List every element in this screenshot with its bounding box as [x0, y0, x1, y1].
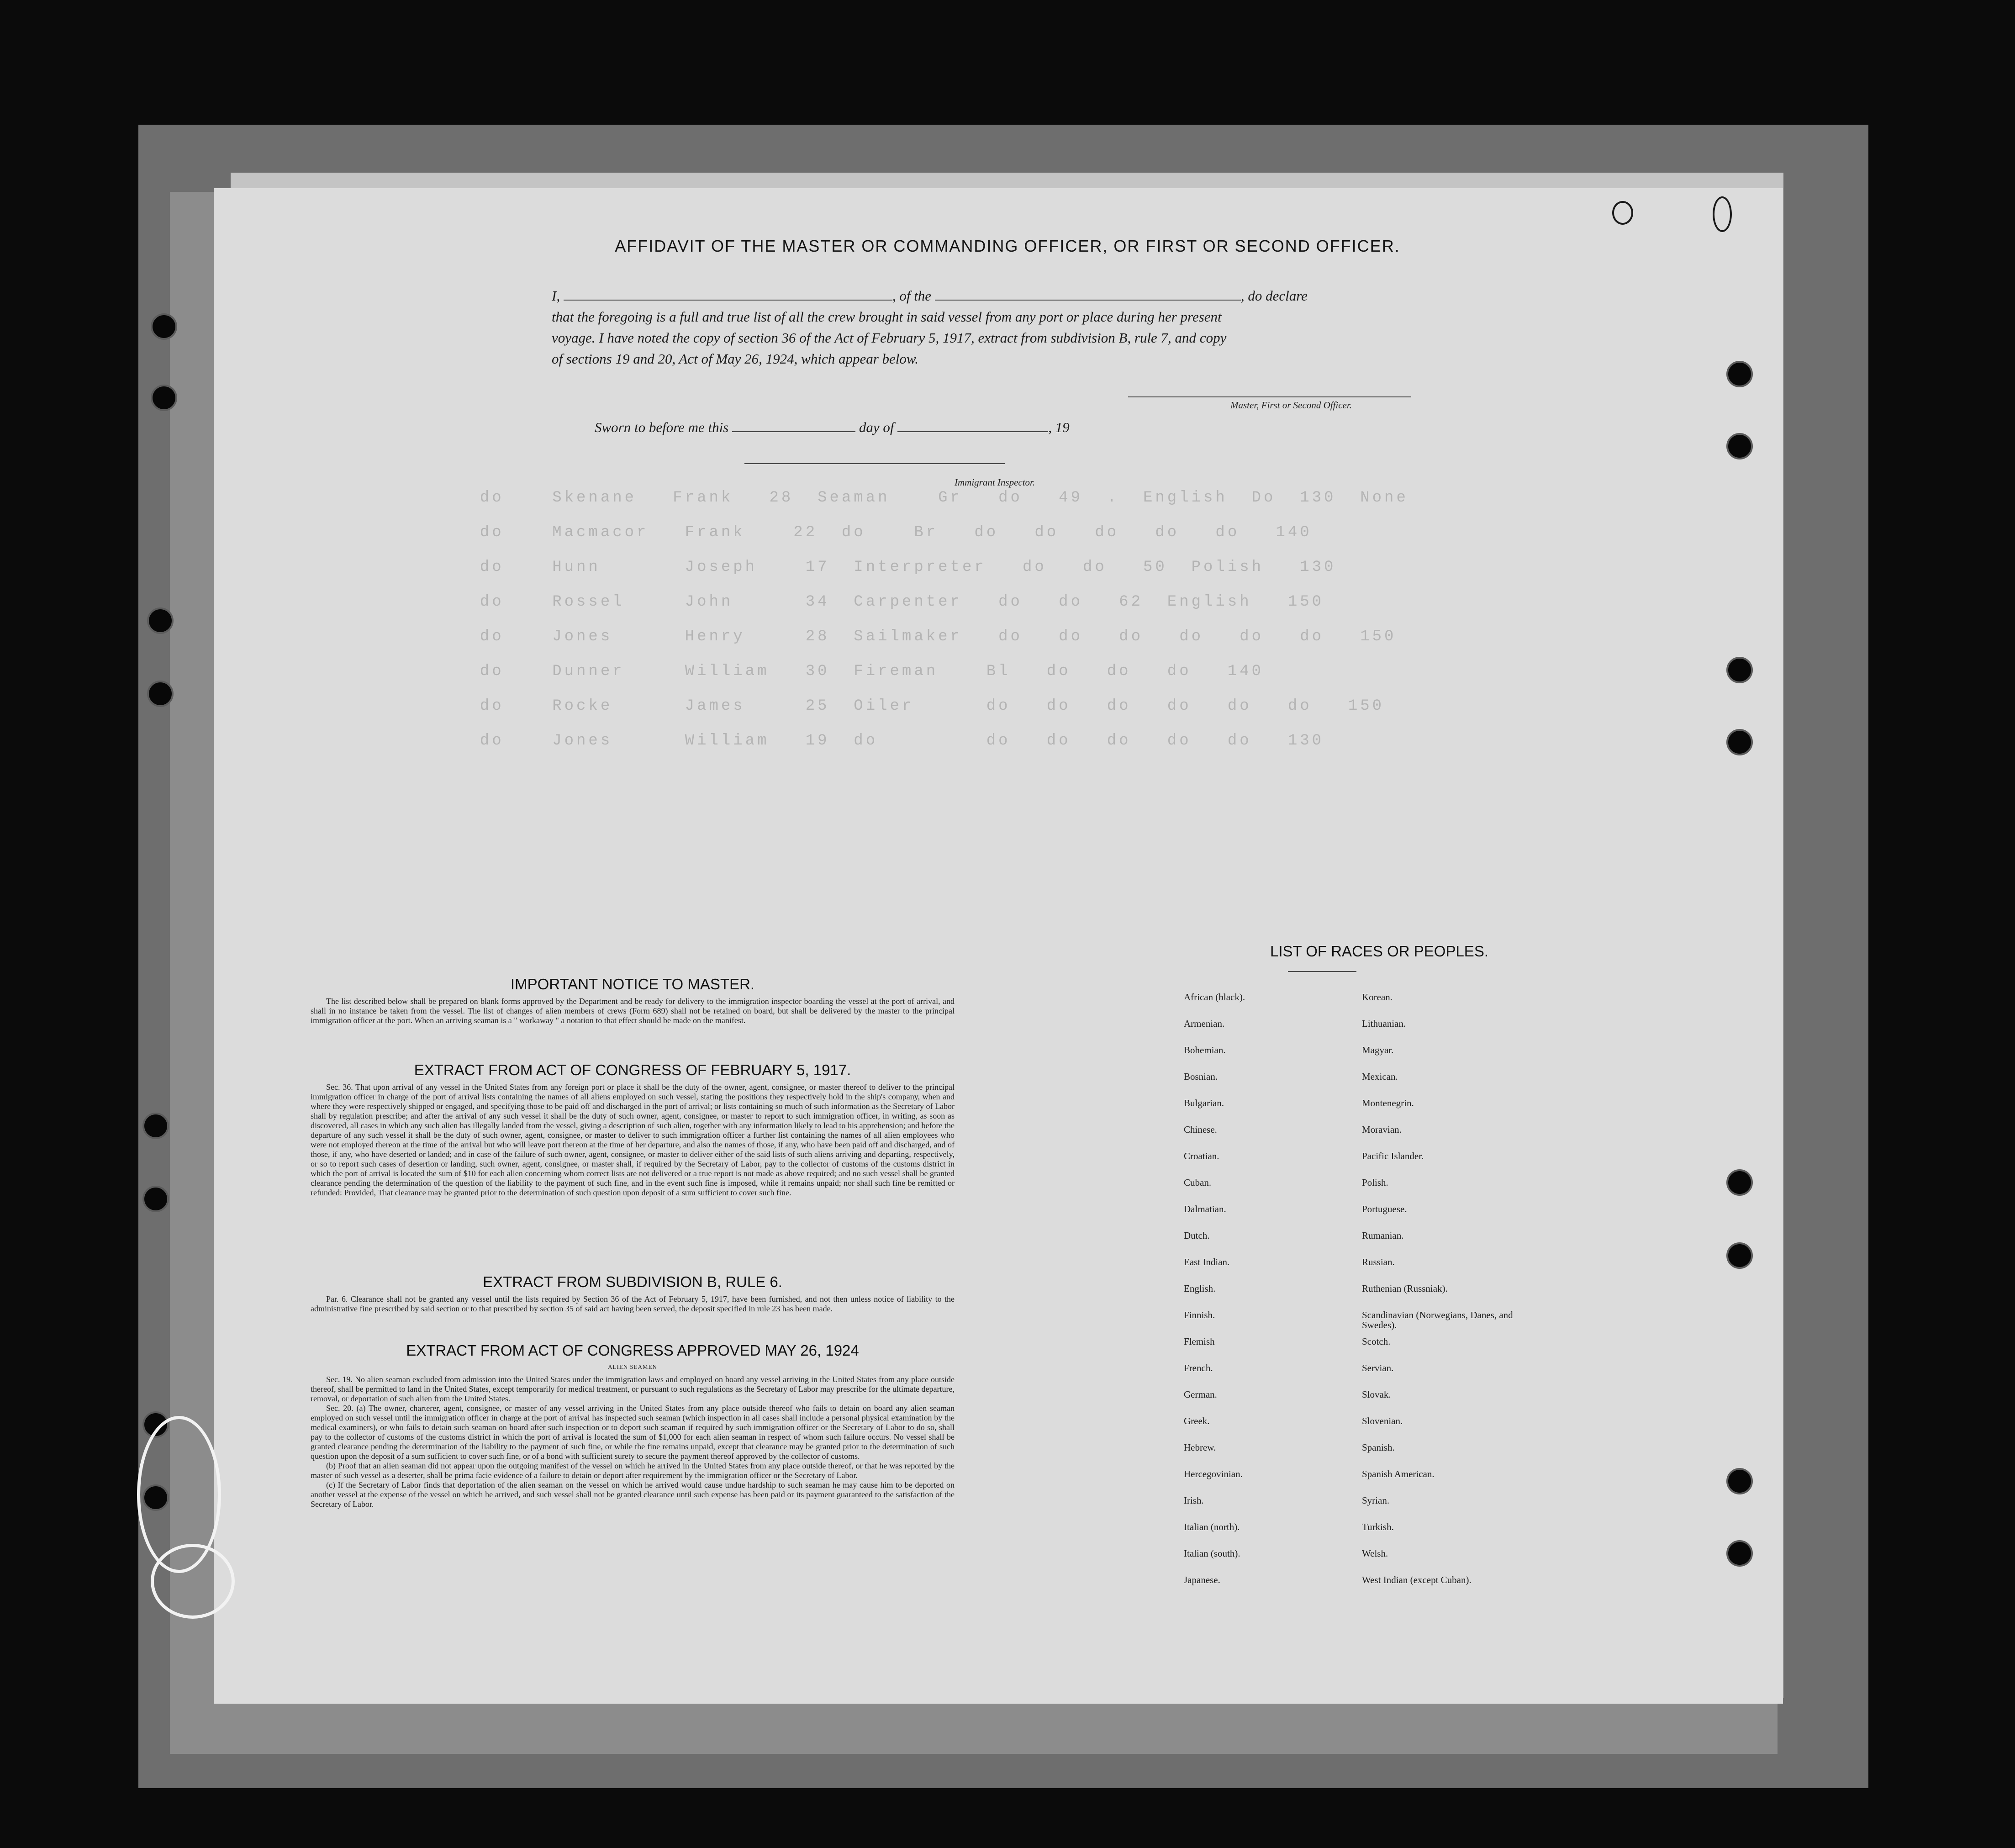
race-entry-right: Polish.: [1362, 1177, 1388, 1188]
binder-hole: [1726, 1242, 1753, 1269]
binder-hole: [151, 313, 177, 340]
race-entry-right: West Indian (except Cuban).: [1362, 1574, 1472, 1585]
inspector-signature-line[interactable]: [744, 463, 1005, 464]
race-entry-right: Syrian.: [1362, 1495, 1390, 1506]
notice-paragraph: The list described below shall be prepared on blank forms approved by the Department and be ready for delivery to the immigration inspector boarding the vessel at the port of arrival, and shall in no instance be taken from the vessel. The list of changes of alien members of crews (Form 689) shall not be retained on board, but shall be delivered by the master to the principal immigration officer at the port. When an arriving seaman is a " workaway " a notation to that effect should be made on the manifest.: [311, 997, 955, 1025]
extract-1917-heading: EXTRACT FROM ACT OF CONGRESS OF FEBRUARY 5, 1917.: [414, 1061, 851, 1078]
race-entry-left: Flemish: [1184, 1336, 1215, 1347]
notice-text: [311, 997, 955, 1025]
race-entry-right: Lithuanian.: [1362, 1018, 1406, 1029]
corner-stamp-mark: [1713, 196, 1732, 232]
race-entry-left: Cuban.: [1184, 1177, 1212, 1188]
race-entry-right: Spanish American.: [1362, 1468, 1435, 1479]
notice-heading: IMPORTANT NOTICE TO MASTER.: [510, 976, 755, 993]
sworn-label: Sworn to before me this: [595, 419, 729, 435]
race-entry-left: Bosnian.: [1184, 1071, 1218, 1082]
race-entry-right: Pacific Islander.: [1362, 1151, 1424, 1162]
declarant-name-field[interactable]: [564, 288, 892, 301]
corner-stamp-mark: [1612, 201, 1633, 225]
extract-rule6-text: [311, 1294, 955, 1314]
binder-hole: [1726, 1540, 1753, 1567]
race-entry-left: Irish.: [1184, 1495, 1204, 1506]
race-entry-right: Portuguese.: [1362, 1204, 1407, 1214]
of-the-label: , of the: [892, 288, 932, 304]
race-entry-left: Bohemian.: [1184, 1045, 1226, 1056]
binder-hole: [151, 385, 177, 411]
reverse-side-bleed-through: do Skenane Frank 28 Seaman Gr do 49 . English Do 130 None do Macmacor Frank 22 do Br do do do do do 140 do Hunn Joseph 17 Interpreter do do 50 Polish 130 do Rossel John 34 Carpenter do do 62 English 150 do Jones Henry 28 Sailmaker do do do do do do 150 do Dunner William 30 Fireman Bl do do do 140 do Rocke James 25 Oiler do do do do do do 150 do Jones William 19 do do do do do do 130: [480, 489, 1408, 750]
inspector-signature-label: Immigrant Inspector.: [955, 477, 1035, 488]
race-entry-left: African (black).: [1184, 992, 1245, 1003]
affidavit-line-3: voyage. I have noted the copy of section 36 of the Act of February 5, 1917, extract from subdivision B, rule 7, and copy: [552, 330, 1227, 346]
section-20c-paragraph: (c) If the Secretary of Labor finds that deportation of the alien seaman on the vessel on which he arrived would cause undue hardship to such seaman he may cause him to be deported on another vessel at the expense of the vessel on which he arrived, and such vessel shall not be granted clearance until such expense has been paid or its payment guaranteed to the satisfaction of the Secretary of Labor.: [311, 1480, 955, 1509]
race-entry-right: Montenegrin.: [1362, 1098, 1414, 1109]
race-entry-left: Dalmatian.: [1184, 1204, 1226, 1214]
race-entry-right: Servian.: [1362, 1362, 1394, 1373]
race-entry-right: Magyar.: [1362, 1045, 1394, 1056]
race-entry-left: Italian (south).: [1184, 1548, 1240, 1559]
do-declare-label: , do declare: [1240, 288, 1308, 304]
extract-1924-subtitle: ALIEN SEAMEN: [608, 1363, 657, 1370]
race-entry-left: Chinese.: [1184, 1124, 1217, 1135]
race-entry-right: Slovak.: [1362, 1389, 1391, 1400]
binder-hole: [1726, 433, 1753, 459]
races-heading: LIST OF RACES OR PEOPLES.: [1270, 943, 1489, 960]
race-entry-right: Slovenian.: [1362, 1415, 1403, 1426]
races-left-column: [1184, 992, 1245, 1601]
race-entry-left: Bulgarian.: [1184, 1098, 1224, 1109]
section-20b-paragraph: (b) Proof that an alien seaman did not appear upon the outgoing manifest of the vessel on which he arrived in the United States from any place outside thereof, or that he was reported by the master of such vessel as a deserter, shall be prima facie evidence of a failure to detain or deport after requirement by the immigration officer or the Secretary of Labor.: [311, 1461, 955, 1480]
race-entry-right: Scandinavian (Norwegians, Danes, and Swedes).: [1362, 1309, 1513, 1331]
paragraph-6: Par. 6. Clearance shall not be granted any vessel until the lists required by Section 36 of the Act of February 5, 1917, have been furnished, and not then unless notice of liability to the administrative fine prescribed by said section or to that prescribed by section 35 of said act having been served, the deposit specified in rule 23 has been made.: [311, 1294, 955, 1313]
race-entry-right: Russian.: [1362, 1257, 1395, 1267]
race-entry-right: Welsh.: [1362, 1548, 1388, 1559]
declarant-label: I,: [552, 288, 560, 304]
affidavit-title: AFFIDAVIT OF THE MASTER OR COMMANDING OFFICER, OR FIRST OR SECOND OFFICER.: [615, 237, 1400, 255]
race-entry-left: French.: [1184, 1362, 1213, 1373]
binder-hole: [1726, 1468, 1753, 1494]
race-entry-right: Spanish.: [1362, 1442, 1395, 1453]
race-entry-left: Hercegovinian.: [1184, 1468, 1243, 1479]
officer-signature-line[interactable]: [1128, 396, 1411, 397]
race-entry-left: Italian (north).: [1184, 1521, 1240, 1532]
race-entry-left: Greek.: [1184, 1415, 1210, 1426]
year-label: , 19: [1048, 419, 1070, 435]
race-entry-left: Dutch.: [1184, 1230, 1210, 1241]
margin-scribble: [151, 1544, 235, 1619]
affidavit-line-4: of sections 19 and 20, Act of May 26, 1924, which appear below.: [552, 351, 919, 367]
binder-hole: [142, 1186, 169, 1212]
sworn-month-field[interactable]: [897, 419, 1048, 432]
races-heading-underline: [1288, 971, 1356, 972]
extract-1917-text: [311, 1082, 955, 1198]
race-entry-left: Armenian.: [1184, 1018, 1225, 1029]
binder-hole: [147, 681, 174, 707]
affidavit-line-2: that the foregoing is a full and true list of all the crew brought in said vessel from any port or place during her present: [552, 309, 1222, 325]
extract-1924-heading: EXTRACT FROM ACT OF CONGRESS APPROVED MAY 26, 1924: [406, 1342, 859, 1359]
race-entry-left: Japanese.: [1184, 1574, 1220, 1585]
races-right-column: [1362, 992, 1517, 1601]
race-entry-right: Moravian.: [1362, 1124, 1402, 1135]
race-entry-right: Turkish.: [1362, 1521, 1394, 1532]
binder-hole: [1726, 361, 1753, 387]
section-36-paragraph: Sec. 36. That upon arrival of any vessel in the United States from any foreign port or place it shall be the duty of the owner, agent, consignee, or master thereof to deliver to the principal immigration officer in charge of the port of arrival lists containing the names of all aliens employed on such vessel, stating the positions they respectively hold in the ship's company, when and where they were respectively shipped or engaged, and specifying those to be paid off and discharged in the port of arrival; or lists containing so much of such information as the Secretary of Labor shall by regulation prescribe; and after the arrival of any such vessel it shall be the duty of such owner, agent, consignee, or master to report to such immigration officer, in writing, as soon as discovered, all cases in which any such alien has illegally landed from the vessel, giving a description of such alien, together with any information likely to lead to his apprehension; and before the departure of any such vessel it shall be the duty of such owner, agent, consignee, or master to deliver to such immigration officer a further list containing the names of all alien employees who were not employed thereon at the time of the arrival but who will leave port thereon at the time of her departure, and also the names of those, if any, who have been paid off and discharged, and of those, if any, who have deserted or landed; and in case of the failure of such owner, agent, consignee, or master to deliver either of the said lists of such aliens arriving and departing, respectively, or so to report such cases of desertion or landing, such owner, agent, consignee, or master shall, if required by the Secretary of Labor, pay to the collector of customs of the customs district in which the port of arrival is located the sum of $10 for each alien concerning whom correct lists are not delivered or a true report is not made as above required; and no such vessel shall be granted clearance pending the determination of the question of the liability to the payment of such fine, and in the event such fine is imposed, while it remains unpaid; nor shall such fine be remitted or refunded: Provided, That clearance may be granted prior to the determination of such question upon deposit of a sum sufficient to cover such fine.: [311, 1082, 955, 1197]
extract-rule6-heading: EXTRACT FROM SUBDIVISION B, RULE 6.: [483, 1273, 782, 1290]
race-entry-left: English.: [1184, 1283, 1216, 1294]
binder-hole: [142, 1113, 169, 1139]
race-entry-right: Ruthenian (Russniak).: [1362, 1283, 1448, 1294]
vessel-name-field[interactable]: [935, 288, 1241, 301]
day-of-label: day of: [859, 419, 894, 435]
race-entry-right: Rumanian.: [1362, 1230, 1404, 1241]
race-entry-left: Croatian.: [1184, 1151, 1219, 1162]
race-entry-right: Mexican.: [1362, 1071, 1398, 1082]
sworn-day-field[interactable]: [732, 419, 855, 432]
affidavit-declaration-line: [552, 288, 1308, 304]
race-entry-left: Finnish.: [1184, 1309, 1215, 1320]
race-entry-right: Scotch.: [1362, 1336, 1391, 1347]
binder-hole: [1726, 657, 1753, 683]
binder-hole: [147, 607, 174, 634]
section-19-paragraph: Sec. 19. No alien seaman excluded from admission into the United States under the immigration laws and employed on board any vessel arriving in the United States from any place outside thereof, shall be permitted to land in the United States, except temporarily for medical treatment, or pursuant to such regulations as the Secretary of Labor may prescribe for the ultimate departure, removal, or deportation of such alien from the United States.: [311, 1375, 955, 1403]
extract-1924-text: [311, 1375, 955, 1509]
sworn-line: [595, 419, 1070, 436]
officer-signature-label: Master, First or Second Officer.: [1230, 400, 1352, 411]
race-entry-left: East Indian.: [1184, 1257, 1230, 1267]
race-entry-left: German.: [1184, 1389, 1217, 1400]
race-entry-right: Korean.: [1362, 992, 1393, 1003]
section-20a-paragraph: Sec. 20. (a) The owner, charterer, agent, consignee, or master of any vessel arriving in the United States from any place outside thereof who fails to detain on board any alien seaman employed on such vessel until the immigration officer in charge at the port of arrival has inspected such seaman (which inspection in all cases shall include a personal physical examination by the medical examiners), or who fails to detain such seaman on board after such inspection or to deport such seaman if required by such immigration officer or the Secretary of Labor to do so, shall pay to the collector of customs of the customs district in which the port of arrival is located the sum of $1,000 for each alien seaman in respect of whom such failure occurs. No vessel shall be granted clearance pending the determination of the liability to the payment of such fine, or while the fine remains unpaid, except that clearance may be granted prior to the determination of such question upon the deposit of a sum sufficient to cover such fine, or of a bond with sufficient surety to secure the payment thereof approved by the collector of customs.: [311, 1404, 955, 1461]
race-entry-left: Hebrew.: [1184, 1442, 1216, 1453]
binder-hole: [1726, 729, 1753, 755]
binder-hole: [1726, 1169, 1753, 1196]
